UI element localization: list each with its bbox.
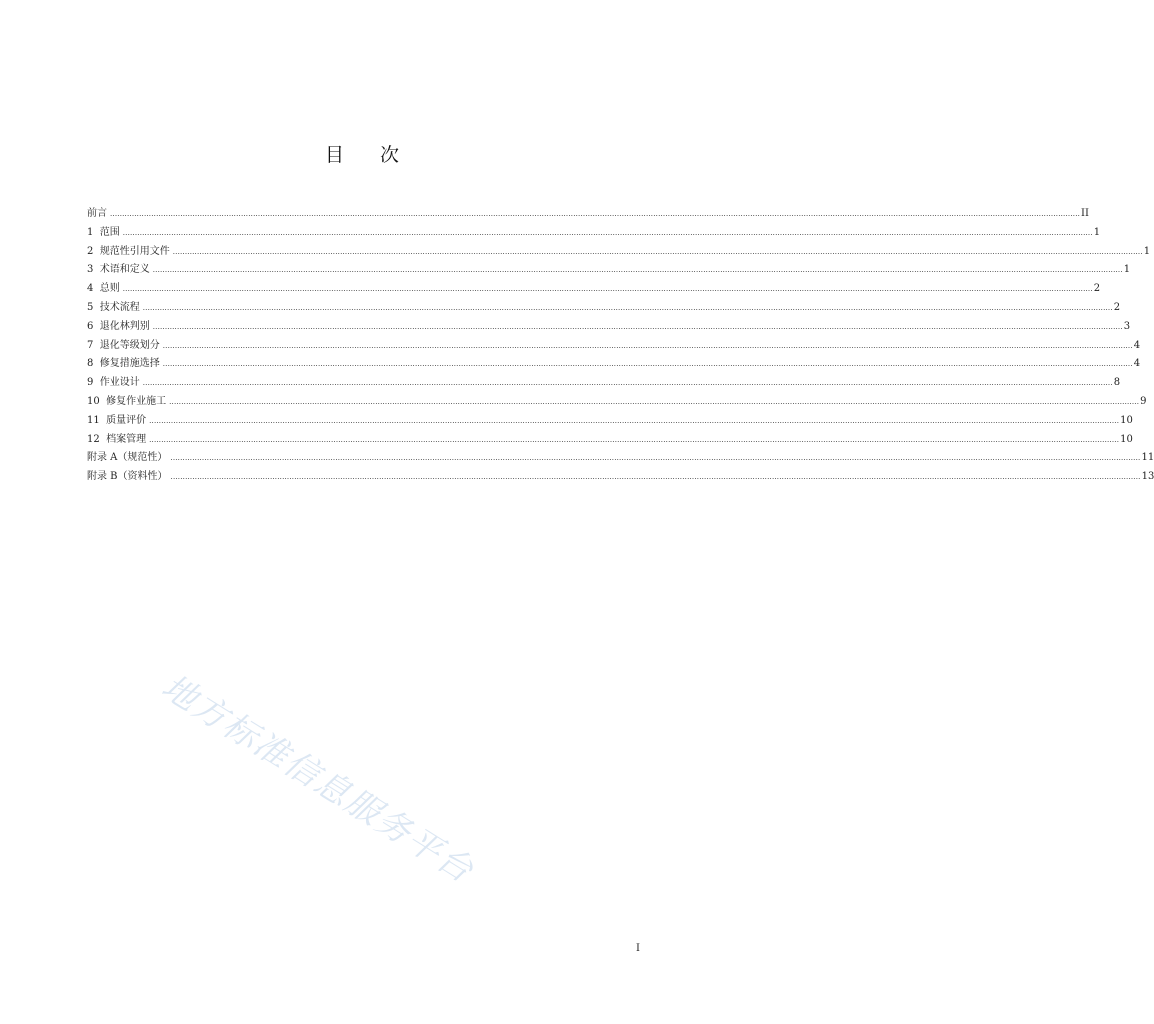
- toc-dot-leader: ................................................................................................................................................................................................................................................................................................................................................................................................................: [152, 322, 1123, 331]
- table-of-contents: [87, 205, 1154, 487]
- toc-entry-page: 1: [1123, 264, 1131, 276]
- toc-entry-label: 11 质量评价: [87, 414, 147, 426]
- toc-entry[interactable]: [87, 468, 1154, 487]
- toc-entry[interactable]: [87, 449, 1154, 468]
- toc-entry[interactable]: [87, 431, 1133, 450]
- toc-entry-page: 13: [1141, 471, 1154, 483]
- toc-entry-label: 3 术语和定义: [87, 264, 150, 276]
- toc-entry-label: 6 退化林判别: [87, 320, 150, 332]
- toc-dot-leader: ................................................................................................................................................................................................................................................................................................................................................................................................................: [162, 360, 1133, 369]
- toc-entry-label: 4 总则: [87, 283, 120, 295]
- toc-entry[interactable]: [87, 243, 1151, 262]
- toc-entry-page: 9: [1140, 395, 1147, 407]
- toc-entry[interactable]: [87, 318, 1131, 337]
- page-number: I: [636, 943, 640, 954]
- toc-dot-leader: ................................................................................................................................................................................................................................................................................................................................................................................................................: [149, 416, 1120, 425]
- toc-entry[interactable]: [87, 261, 1131, 280]
- toc-entry[interactable]: [87, 205, 1089, 224]
- title-char-1: 目: [324, 144, 344, 166]
- watermark: 地方标准信息服务平台: [154, 666, 482, 892]
- toc-entry-page: 11: [1141, 452, 1154, 464]
- toc-entry-page: 2: [1093, 283, 1101, 295]
- toc-entry-page: 10: [1120, 433, 1133, 445]
- toc-dot-leader: ................................................................................................................................................................................................................................................................................................................................................................................................................: [142, 379, 1113, 388]
- toc-entry[interactable]: [87, 299, 1121, 318]
- page-title: [0, 140, 724, 167]
- toc-entry[interactable]: [87, 337, 1141, 356]
- toc-entry-label: 9 作业设计: [87, 377, 140, 389]
- toc-dot-leader: ................................................................................................................................................................................................................................................................................................................................................................................................................: [172, 247, 1143, 256]
- toc-dot-leader: ................................................................................................................................................................................................................................................................................................................................................................................................................: [169, 397, 1140, 406]
- toc-dot-leader: ................................................................................................................................................................................................................................................................................................................................................................................................................: [122, 285, 1093, 294]
- title-char-2: 次: [380, 144, 400, 166]
- toc-entry-page: 1: [1093, 226, 1101, 238]
- toc-entry-page: 2: [1113, 301, 1121, 313]
- toc-entry-label: 2 规范性引用文件: [87, 245, 170, 257]
- toc-entry[interactable]: [87, 224, 1101, 243]
- toc-entry-label: 1 范围: [87, 226, 120, 238]
- toc-dot-leader: ................................................................................................................................................................................................................................................................................................................................................................................................................: [122, 228, 1093, 237]
- toc-dot-leader: ................................................................................................................................................................................................................................................................................................................................................................................................................: [170, 473, 1141, 482]
- toc-entry-page: 4: [1133, 358, 1141, 370]
- toc-entry-label: 7 退化等级划分: [87, 339, 160, 351]
- toc-entry-label: 附录 B（资料性）: [87, 471, 168, 483]
- toc-dot-leader: ................................................................................................................................................................................................................................................................................................................................................................................................................: [170, 454, 1141, 463]
- toc-entry[interactable]: [87, 412, 1133, 431]
- toc-entry-label: 10 修复作业施工: [87, 395, 167, 407]
- toc-entry-label: 前言: [87, 208, 107, 219]
- toc-entry[interactable]: [87, 374, 1121, 393]
- toc-entry[interactable]: [87, 393, 1147, 412]
- toc-entry-label: 8 修复措施选择: [87, 358, 160, 370]
- toc-entry-label: 12 档案管理: [87, 433, 147, 445]
- toc-entry-label: 附录 A（规范性）: [87, 452, 168, 464]
- toc-entry-page: 10: [1120, 414, 1133, 426]
- toc-dot-leader: ................................................................................................................................................................................................................................................................................................................................................................................................................: [110, 210, 1081, 218]
- toc-entry-label: 5 技术流程: [87, 301, 140, 313]
- toc-entry-page: 3: [1123, 320, 1131, 332]
- toc-entry-page: 1: [1143, 245, 1151, 257]
- toc-dot-leader: ................................................................................................................................................................................................................................................................................................................................................................................................................: [162, 341, 1133, 350]
- toc-dot-leader: ................................................................................................................................................................................................................................................................................................................................................................................................................: [142, 303, 1113, 312]
- toc-entry-page: 8: [1113, 377, 1121, 389]
- toc-entry-page: 4: [1133, 339, 1141, 351]
- toc-entry[interactable]: [87, 280, 1101, 299]
- toc-dot-leader: ................................................................................................................................................................................................................................................................................................................................................................................................................: [152, 266, 1123, 275]
- toc-entry[interactable]: [87, 355, 1141, 374]
- toc-entry-page: II: [1081, 208, 1089, 219]
- toc-dot-leader: ................................................................................................................................................................................................................................................................................................................................................................................................................: [149, 435, 1120, 444]
